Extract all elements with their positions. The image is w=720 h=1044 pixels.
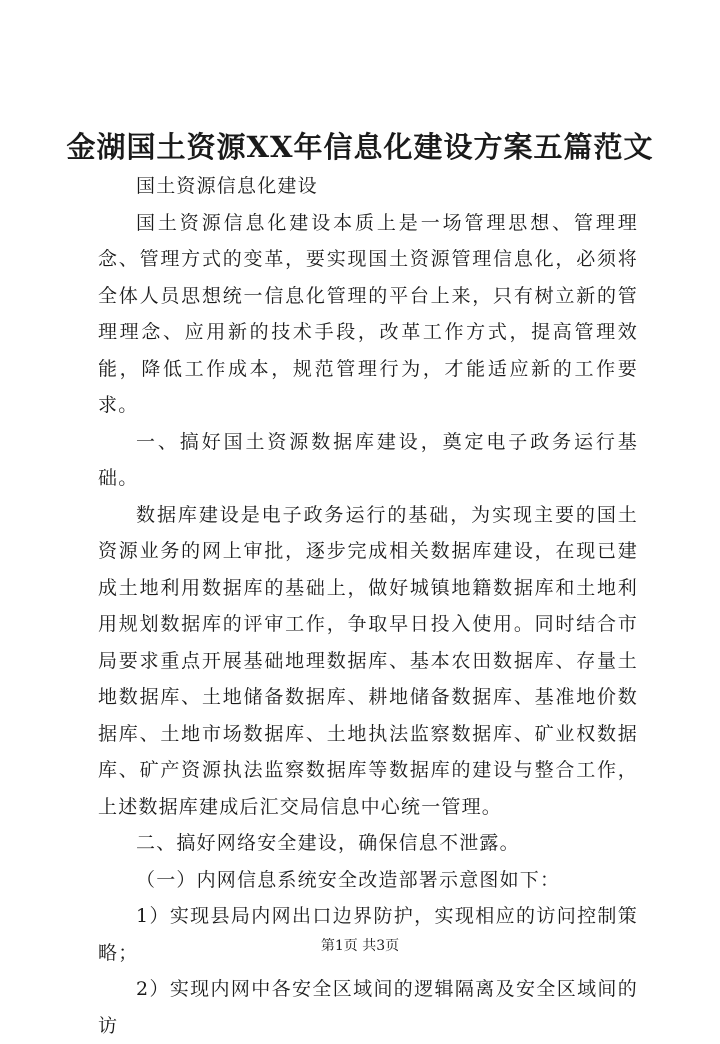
- subsection-heading-1: （一）内网信息系统安全改造部署示意图如下：: [136, 868, 561, 891]
- document-title: 金湖国土资源XX年信息化建设方案五篇范文: [66, 130, 654, 164]
- document-body: [98, 168, 638, 1044]
- paragraph-heading: 国土资源信息化建设: [136, 175, 318, 197]
- section-heading-1: 一、搞好国土资源数据库建设，奠定电子政务运行基础。: [98, 430, 638, 489]
- section-heading-2: 二、搞好网络安全建设，确保信息不泄露。: [136, 832, 520, 854]
- list-item-2: 2）实现内网中各安全区域间的逻辑隔离及安全区域间的访: [98, 978, 638, 1037]
- paragraph-intro: 国土资源信息化建设本质上是一场管理思想、管理理念、管理方式的变革，要实现国土资源管理信息化，必须将全体人员思想统一信息化管理的平台上来，只有树立新的管理理念、应用新的技术手段，改革工作方式，提高管理效能，降低工作成本，规范管理行为，才能适应新的工作要求。: [98, 211, 638, 416]
- page-footer: 第1页 共3页: [320, 938, 400, 954]
- list-item-1: 1）实现县局内网出口边界防护，实现相应的访问控制策略；: [98, 905, 638, 964]
- paragraph-database: 数据库建设是电子政务运行的基础，为实现主要的国土资源业务的网上审批，逐步完成相关数据库建设，在现已建成土地利用数据库的基础上，做好城镇地籍数据库和土地利用规划数据库的评审工作，争取早日投入使用。同时结合市局要求重点开展基础地理数据库、基本农田数据库、存量土地数据库、土地储备数据库、耕地储备数据库、基准地价数据库、土地市场数据库、土地执法监察数据库、矿业权数据库、矿产资源执法监察数据库等数据库的建设与整合工作，上述数据库建成后汇交局信息中心统一管理。: [98, 503, 638, 818]
